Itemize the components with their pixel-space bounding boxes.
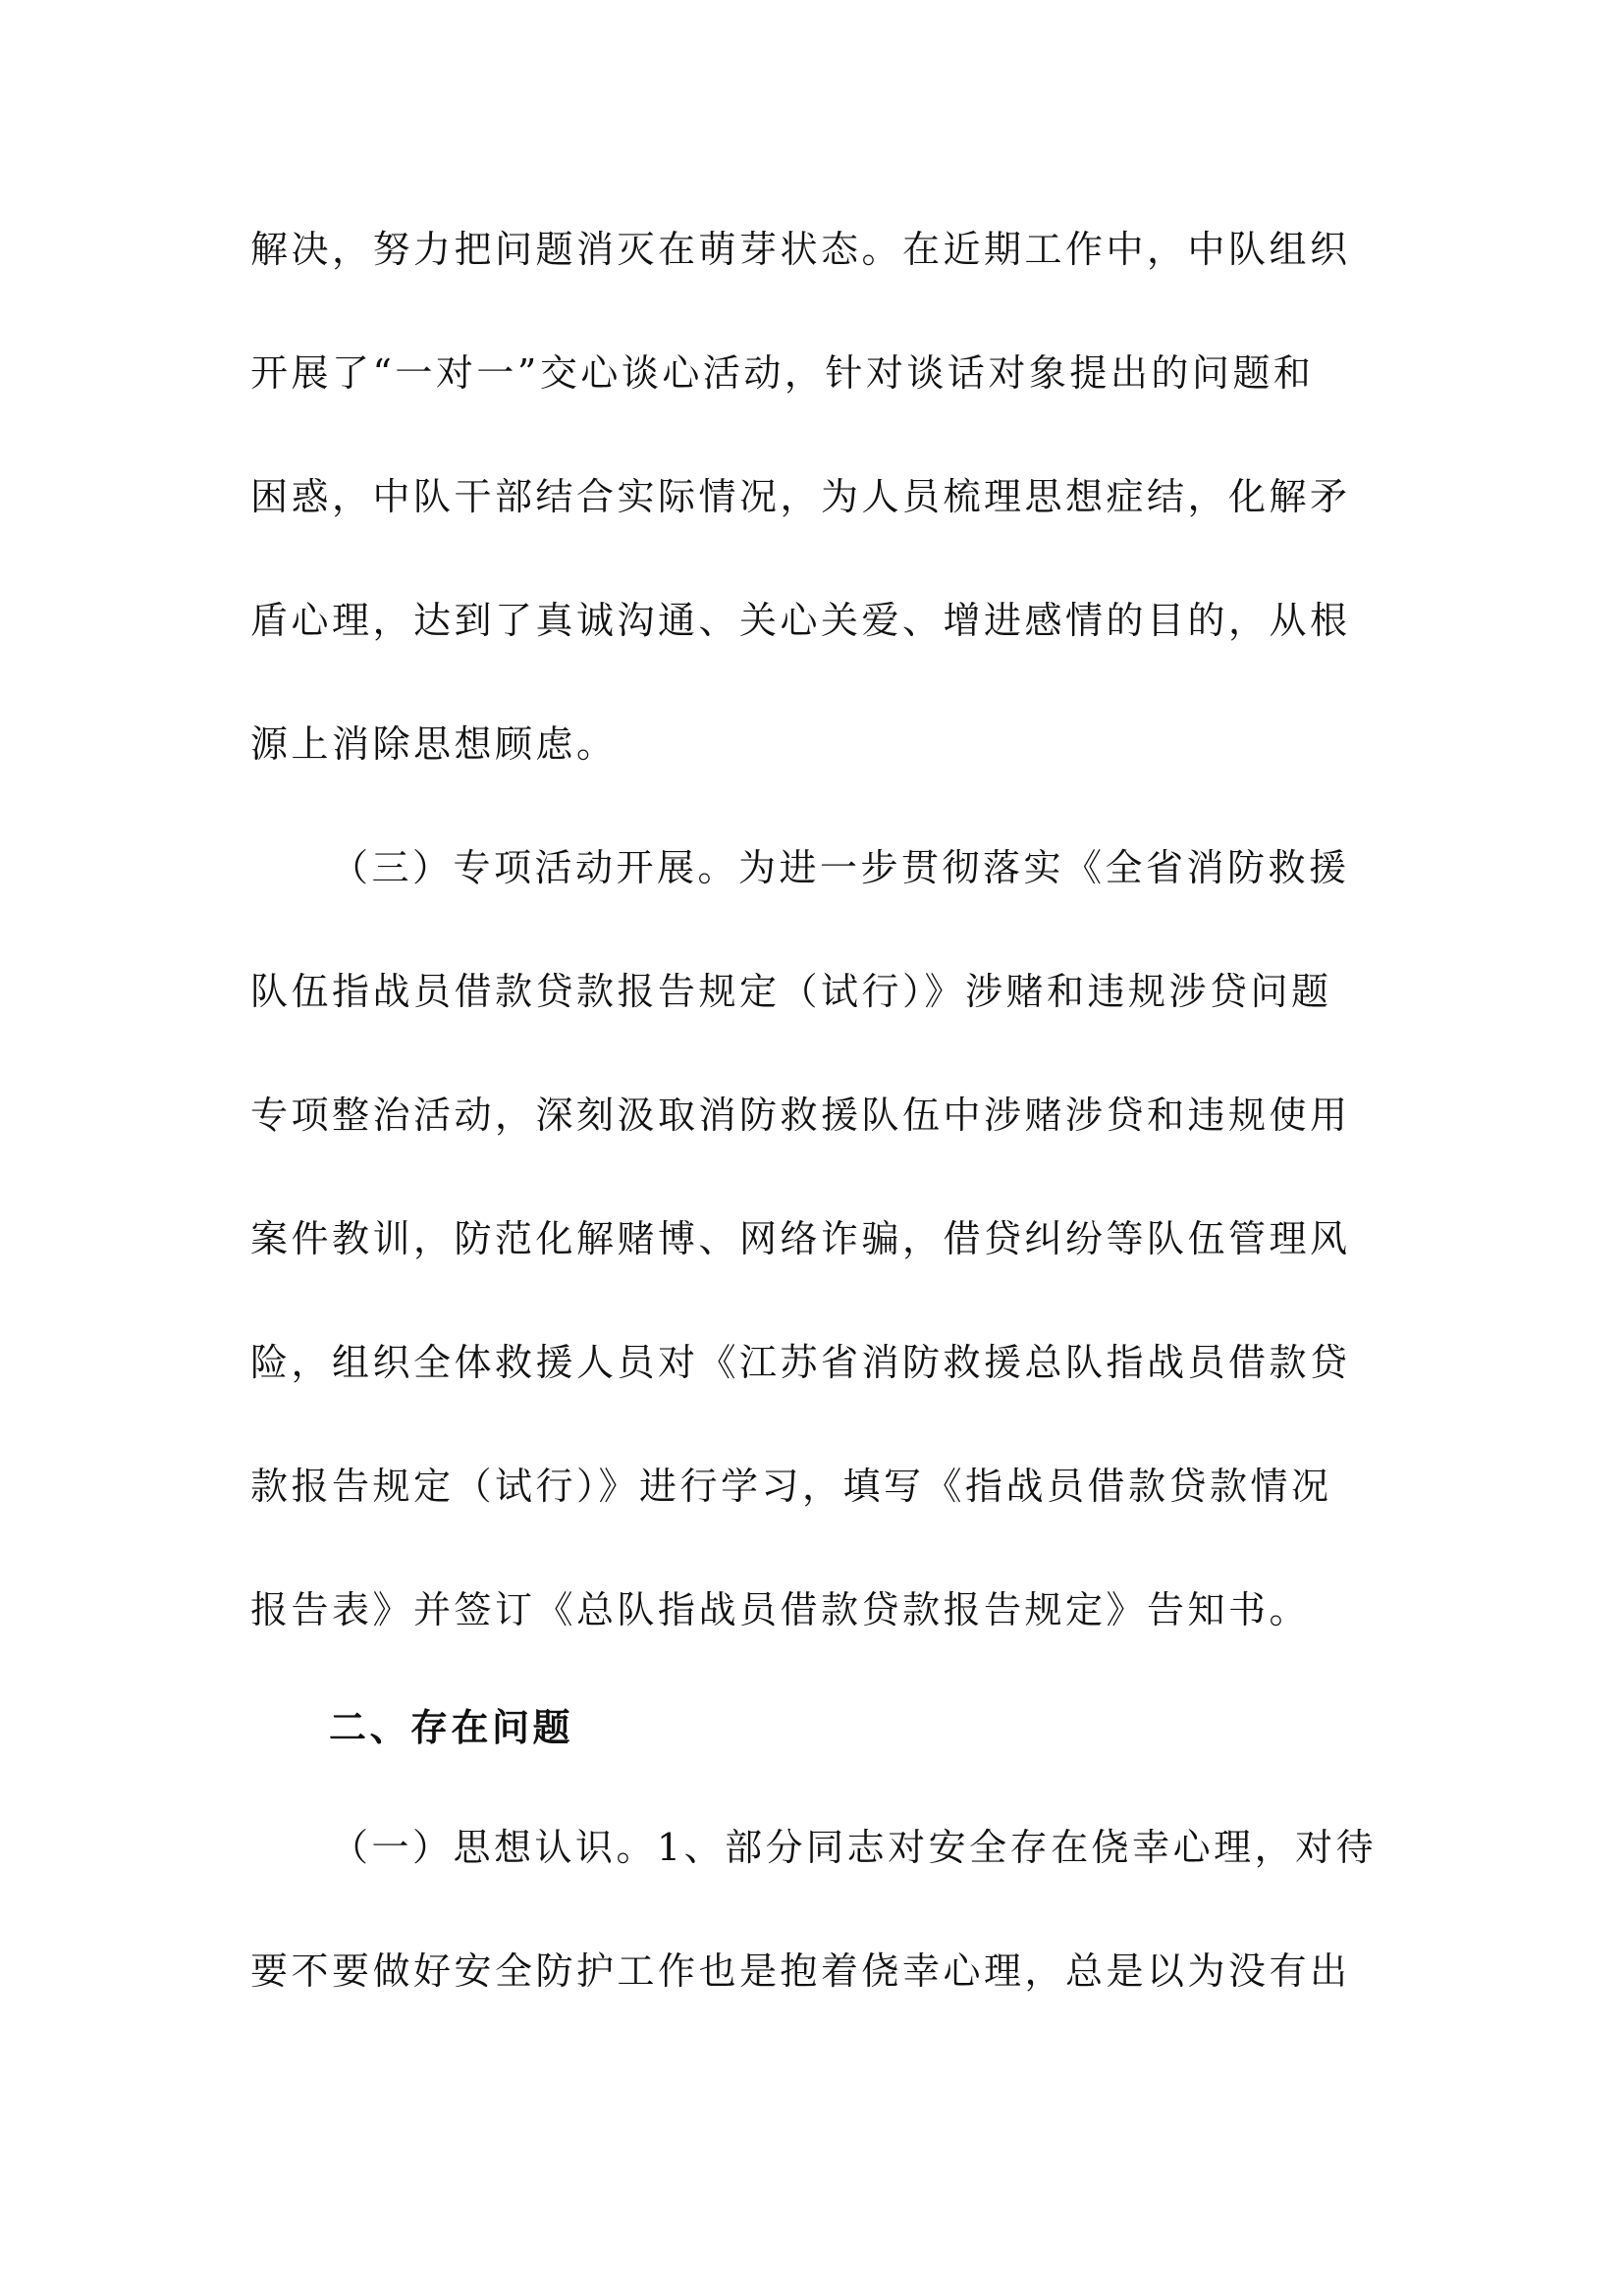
text-line: 开展了“一对一”交心谈心活动，针对谈话对象提出的问题和 [250,351,1315,395]
text-line: 盾心理，达到了真诚沟通、关心关爱、增进感情的目的，从根 [250,599,1351,642]
text-line: 案件教训，防范化解赌博、网络诈骗，借贷纠纷等队伍管理风 [250,1217,1351,1260]
text-line: 款报告规定（试行）》进行学习，填写《指战员借款贷款情况 [250,1465,1332,1508]
text-line: 报告表》并签订《总队指战员借款贷款报告规定》告知书。 [250,1588,1311,1631]
text-line: 队伍指战员借款贷款报告规定（试行）》涉赌和违规涉贷问题 [250,970,1332,1013]
text-line: 解决，努力把问题消灭在萌芽状态。在近期工作中，中队组织 [250,228,1351,271]
paragraph-first-line: （一）思想认识。1、部分同志对安全存在侥幸心理，对待 [331,1826,1378,1869]
section-heading: 二、存在问题 [329,1706,574,1749]
paragraph-first-line: （三）专项活动开展。为进一步贯彻落实《全省消防救援 [331,846,1350,889]
text-line: 源上消除思想顾虑。 [250,722,618,766]
text-line: 专项整治活动，深刻汲取消防救援队伍中涉赌涉贷和违规使用 [250,1094,1351,1137]
text-line: 困惑，中队干部结合实际情况，为人员梳理思想症结，化解矛 [250,475,1351,518]
text-line: 险，组织全体救援人员对《江苏省消防救援总队指战员借款贷 [250,1341,1351,1384]
text-line: 要不要做好安全防护工作也是抱着侥幸心理，总是以为没有出 [250,1949,1351,1993]
